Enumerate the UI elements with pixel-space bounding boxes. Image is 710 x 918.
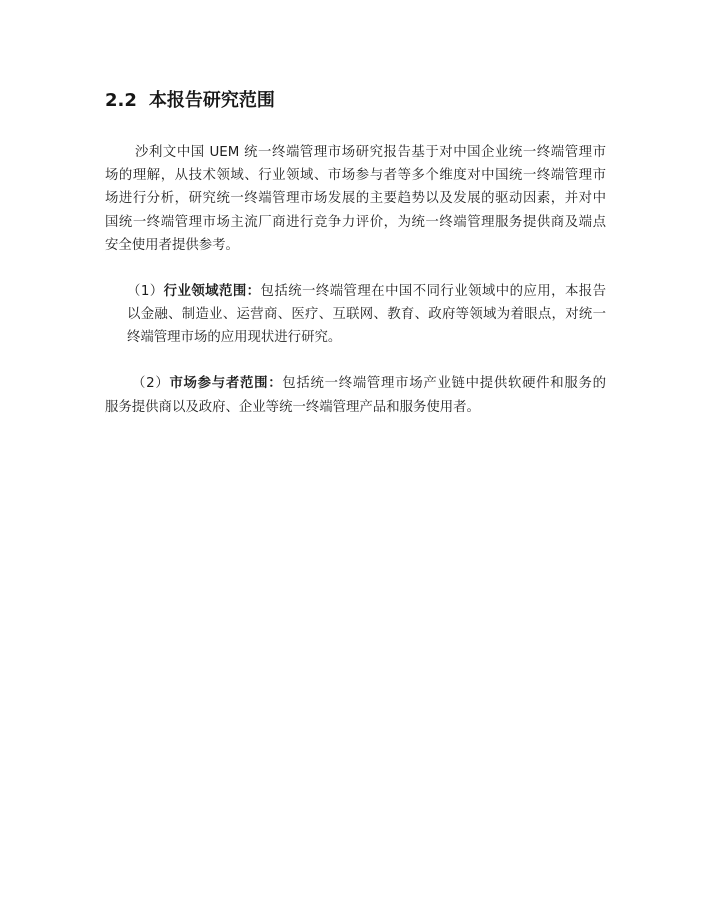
item-marker: （2） <box>132 376 170 391</box>
item-text: 包括统一终端管理在中国不同行业领域中的应用，本报告 <box>260 284 607 299</box>
scope-item-industry <box>127 280 606 349</box>
paragraph-line: 场进行分析，研究统一终端管理市场发展的主要趋势以及发展的驱动因素，并对中 <box>105 191 606 207</box>
section-heading <box>105 89 275 113</box>
item-term: 行业领域范围： <box>163 284 261 299</box>
section-number: 2.2 <box>105 90 137 111</box>
intro-paragraph <box>105 141 606 257</box>
paragraph-line: 国统一终端管理市场主流厂商进行竞争力评价，为统一终端管理服务提供商及端点 <box>105 214 606 230</box>
scope-line: 服务提供商以及政府、企业等统一终端管理产品和服务使用者。 <box>105 399 480 415</box>
paragraph-line: 场的理解，从技术领域、行业领域、市场参与者等多个维度对中国统一终端管理市 <box>105 168 606 184</box>
scope-line <box>127 280 606 303</box>
scope-line: 以金融、制造业、运营商、医疗、互联网、教育、政府等领域为着眼点，对统一 <box>127 307 606 322</box>
item-text: 包括统一终端管理市场产业链中提供软硬件和服务的 <box>282 376 606 391</box>
scope-item-participants <box>105 372 606 419</box>
scope-line: 终端管理市场的应用现状进行研究。 <box>127 330 342 345</box>
paragraph-line: 安全使用者提供参考。 <box>105 237 239 253</box>
item-marker: （1） <box>127 284 164 299</box>
paragraph-line: 沙利文中国 UEM 统一终端管理市场研究报告基于对中国企业统一终端管理市 <box>135 145 606 160</box>
item-term: 市场参与者范围： <box>169 376 283 391</box>
section-title: 本报告研究范围 <box>148 90 275 111</box>
scope-line <box>105 372 606 396</box>
